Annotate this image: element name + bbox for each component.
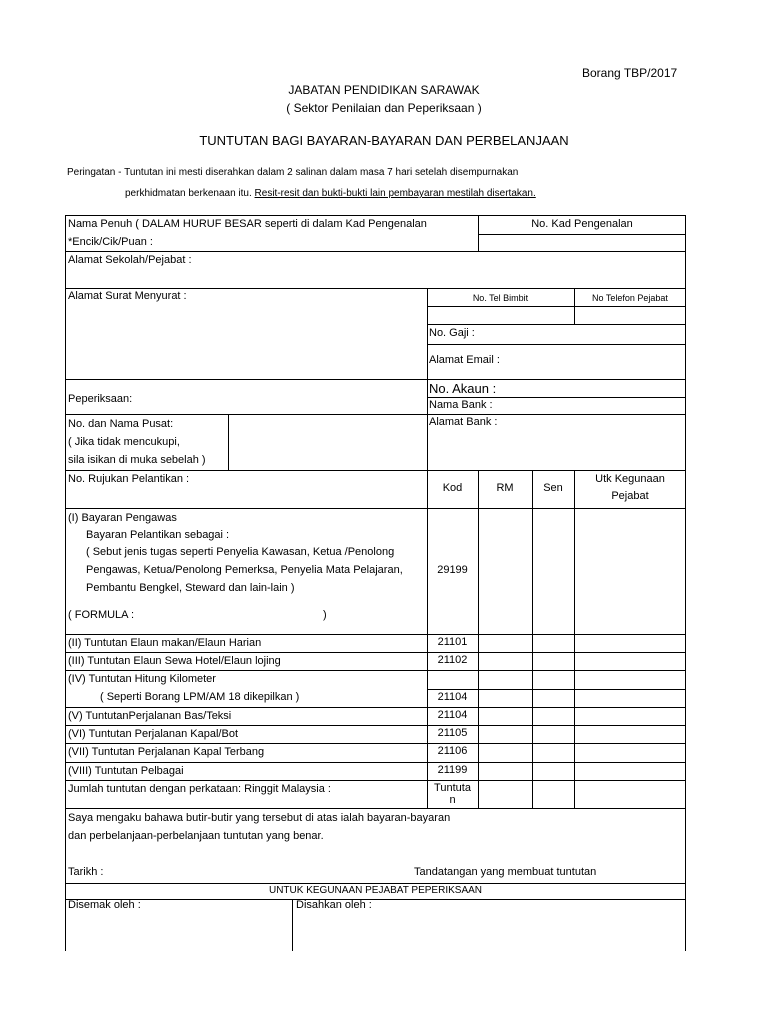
- item1-formula: ( FORMULA :: [68, 609, 135, 621]
- exam-label: Peperiksaan:: [68, 393, 133, 405]
- warning-line-1: Peringatan - Tuntutan ini mesti diserahkan dalam 2 salinan dalam masa 7 hari setelah disempurnakan: [67, 167, 519, 178]
- claim-row-code: 21101: [437, 636, 468, 648]
- total-label: Jumlah tuntutan dengan perkataan: Ringgit Malaysia :: [68, 783, 331, 795]
- rm-header: RM: [496, 482, 514, 494]
- item1-formula-close: ): [323, 609, 327, 621]
- claim-row-label: (III) Tuntutan Elaun Sewa Hotel/Elaun lojing: [68, 655, 281, 667]
- claim-row-label: (II) Tuntutan Elaun makan/Elaun Harian: [68, 637, 262, 649]
- bank-name-label: Nama Bank :: [429, 399, 493, 411]
- school-address-label: Alamat Sekolah/Pejabat :: [68, 254, 192, 266]
- mobile-label: No. Tel Bimbit: [472, 293, 529, 303]
- centre-label-1: No. dan Nama Pusat:: [68, 418, 174, 430]
- centre-label-2: ( Jika tidak mencukupi,: [68, 436, 180, 448]
- declaration-line-1: Saya mengaku bahawa butir-butir yang tersebut di atas ialah bayaran-bayaran: [68, 812, 451, 824]
- full-name-label: Nama Penuh ( DALAM HURUF BESAR seperti di dalam Kad Pengenalan: [68, 218, 427, 230]
- claim-row-label: (V) TuntutanPerjalanan Bas/Teksi: [68, 710, 232, 722]
- total-code-1: Tuntuta: [434, 782, 471, 794]
- checked-by-label: Disemak oleh :: [68, 899, 141, 911]
- claim-row-label: (VI) Tuntutan Perjalanan Kapal/Bot: [68, 728, 238, 740]
- account-label: No. Akaun :: [429, 381, 497, 396]
- claim-row-code: 21106: [437, 745, 468, 757]
- claim-row-code: 21102: [437, 654, 468, 666]
- mailing-address-label: Alamat Surat Menyurat :: [68, 290, 187, 302]
- warning-plain: perkhidmatan berkenaan itu.: [125, 188, 252, 199]
- appointment-ref-label: No. Rujukan Pelantikan :: [68, 473, 190, 485]
- office-phone-label: No Telefon Pejabat: [592, 293, 668, 303]
- claim-row-label: (IV) Tuntutan Hitung Kilometer: [68, 673, 216, 685]
- warning-line-2: [125, 188, 536, 199]
- claim-row-label: (VII) Tuntutan Perjalanan Kapal Terbang: [68, 746, 265, 758]
- declaration-line-2: dan perbelanjaan-perbelanjaan tuntutan yang benar.: [68, 830, 324, 842]
- office-heading: UNTUK KEGUNAAN PEJABAT PEPERIKSAAN: [268, 885, 483, 896]
- department-name: JABATAN PENDIDIKAN SARAWAK: [288, 83, 480, 97]
- date-label: Tarikh :: [68, 866, 104, 878]
- claim-row-code: 21104: [437, 691, 468, 703]
- item1-code: 29199: [437, 564, 468, 576]
- warning-underlined: Resit-resit dan bukti-bukti lain pembayaran mestilah disertakan.: [254, 188, 536, 199]
- form-code: Borang TBP/2017: [582, 66, 678, 80]
- item1-line1: Bayaran Pelantikan sebagai :: [86, 529, 230, 541]
- claim-row-code: 21199: [437, 764, 468, 776]
- bank-address-label: Alamat Bank :: [429, 416, 498, 428]
- item1-line3: Pengawas, Ketua/Penolong Pemerksa, Penyelia Mata Pelajaran,: [86, 564, 403, 576]
- claim-row-label: (VIII) Tuntutan Pelbagai: [68, 765, 184, 777]
- approved-by-label: Disahkan oleh :: [296, 899, 372, 911]
- centre-label-3: sila isikan di muka sebelah ): [68, 454, 206, 466]
- claim-row-label: ( Seperti Borang LPM/AM 18 dikepilkan ): [100, 691, 300, 703]
- sector-name: ( Sektor Penilaian dan Peperiksaan ): [286, 101, 482, 115]
- claim-row-code: 21104: [437, 709, 468, 721]
- office-use-header-2: Pejabat: [611, 490, 649, 502]
- total-code-2: n: [449, 794, 456, 806]
- item1-line2: ( Sebut jenis tugas seperti Penyelia Kawasan, Ketua /Penolong: [86, 546, 395, 558]
- title-label: *Encik/Cik/Puan :: [68, 236, 153, 248]
- item1-line4: Pembantu Bengkel, Steward dan lain-lain ): [86, 582, 295, 594]
- office-use-header-1: Utk Kegunaan: [595, 473, 665, 485]
- claim-row-code: 21105: [437, 727, 468, 739]
- form-title: TUNTUTAN BAGI BAYARAN-BAYARAN DAN PERBELANJAAN: [199, 133, 569, 148]
- ic-label: No. Kad Pengenalan: [531, 218, 633, 230]
- sen-header: Sen: [543, 482, 563, 494]
- email-label: Alamat Email :: [429, 354, 500, 366]
- salary-no-label: No. Gaji :: [429, 327, 475, 339]
- item1-title: (I) Bayaran Pengawas: [68, 512, 177, 524]
- kod-header: Kod: [442, 482, 463, 494]
- signature-label: Tandatangan yang membuat tuntutan: [414, 866, 597, 878]
